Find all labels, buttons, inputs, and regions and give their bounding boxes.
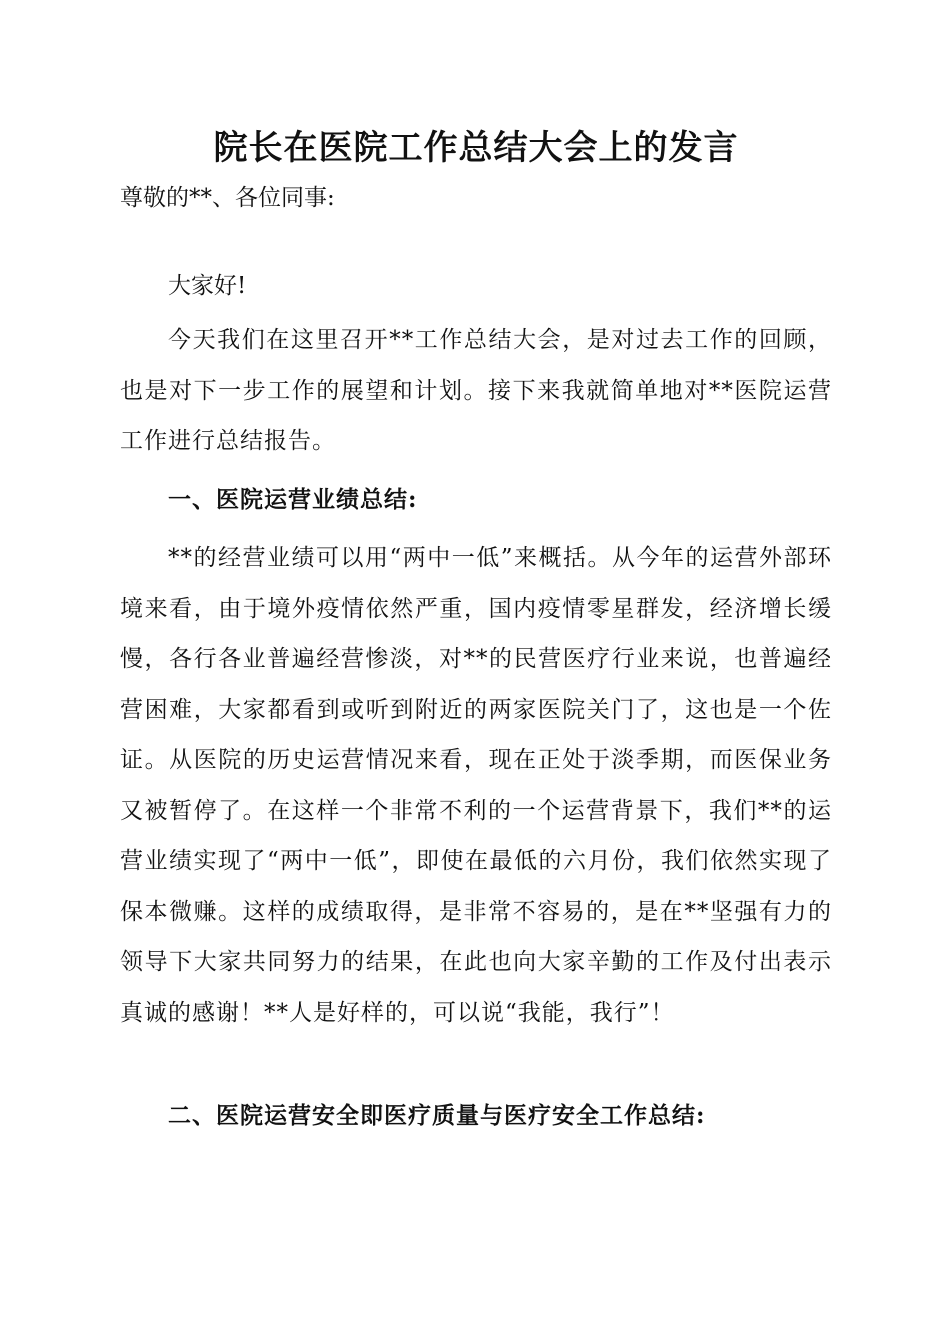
intro-paragraph: 今天我们在这里召开**工作总结大会，是对过去工作的回顾，也是对下一步工作的展望和计划。接下来我就简单地对**医院运营工作进行总结报告。	[120, 327, 832, 454]
section-1-paragraph: **的经营业绩可以用“两中一低”来概括。从今年的运营外部环境来看，由于境外疫情依然严重，国内疫情零星群发，经济增长缓慢，各行各业普遍经营惨淡，对**的民营医疗行业来说，也普遍经营困难，大家都看到或听到附近的两家医院关门了，这也是一个佐证。从医院的历史运营情况来看，现在正处于淡季期，而医保业务又被暂停了。在这样一个非常不利的一个运营背景下，我们**的运营业绩实现了“两中一低”，即使在最低的六月份，我们依然实现了保本微赚。这样的成绩取得，是非常不容易的，是在**坚强有力的领导下大家共同努力的结果，在此也向大家辛勤的工作及付出表示真诚的感谢！**人是好样的，可以说“我能，我行”！	[120, 545, 832, 1026]
greeting: 大家好!	[168, 273, 247, 299]
section-2-heading: 二、医院运营安全即医疗质量与医疗安全工作总结:	[168, 1102, 706, 1129]
section-1-heading: 一、医院运营业绩总结:	[168, 486, 418, 513]
salutation: 尊敬的**、各位同事:	[120, 185, 335, 211]
document-title: 院长在医院工作总结大会上的发言	[213, 128, 739, 168]
